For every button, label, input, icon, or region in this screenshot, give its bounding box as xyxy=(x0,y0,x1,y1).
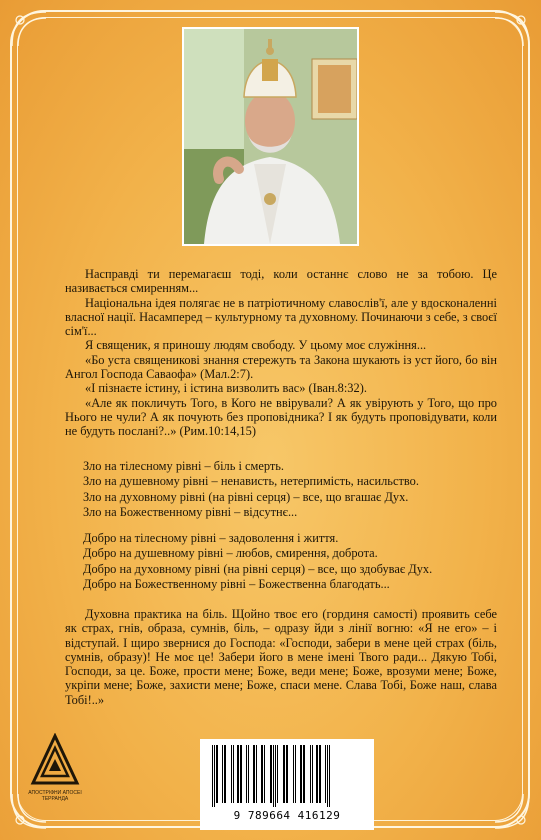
barcode-bar xyxy=(212,745,213,807)
barcode-bar xyxy=(233,745,234,803)
barcode-bar xyxy=(303,745,305,803)
corner-ornament-bottom-right xyxy=(489,788,535,834)
paragraph-spiritual-practice: Духовна практика на біль. Щойно твоє его (гординя самості) проявить себе як страх, гнів, образа, сумнів, біль, – одразу йди з лінії вогню: «Я не его» – і відступай. І щиро звернися до Господа: «Господи, забери в мене цей страх (біль, сумнів, образу)! Не моє це! Забери його в мене імені Твого ради... Дякую Тобі, Господи, за це. Боже, прости мене; Боже, веди мене; Боже, врозуми мене; Боже, укріпи мене; Боже, захисти мене; Боже, спаси мене. Слава Тобі, Боже наш, слава Тобі!..» xyxy=(65,607,497,707)
paragraph-humility: Насправді ти перемагаєш тоді, коли останнє слово не за тобою. Це називається смиренням... xyxy=(65,267,497,296)
barcode xyxy=(200,739,374,830)
barcode-bar xyxy=(319,745,321,803)
list-item: Добро на тілесному рівні – задоволення і життя. xyxy=(83,531,339,545)
barcode-bar xyxy=(283,745,285,803)
publisher-logo-text: АПОСТРІФНИ АПОСЕІ ТЕРРАНДА xyxy=(28,790,82,802)
paragraph-john-quote: «І пізнаєте істину, і істина визволить вас» (Іван.8:32). xyxy=(85,381,367,396)
barcode-bar xyxy=(214,745,215,807)
barcode-bar xyxy=(325,745,326,803)
barcode-bars xyxy=(210,745,364,807)
barcode-bar xyxy=(264,745,265,803)
barcode-bar xyxy=(275,745,276,807)
practice-block xyxy=(65,607,497,707)
barcode-bar xyxy=(273,745,274,807)
barcode-bar xyxy=(222,745,223,803)
barcode-bar xyxy=(253,745,255,803)
barcode-bar xyxy=(216,745,218,803)
barcode-bar xyxy=(295,745,296,803)
list-item: Добро на Божественному рівні – Божественна благодать... xyxy=(83,577,390,592)
barcode-bar xyxy=(286,745,288,803)
barcode-bar xyxy=(300,745,302,803)
barcode-bar xyxy=(248,745,249,803)
barcode-bar xyxy=(327,745,328,807)
paragraph-romans-quote: «Але як покличуть Того, в Кого не ввірували? А як увірують у Того, що про Нього не чули? А як почують без проповідника? І як будуть проповідувати, коли не будуть послані?..» (Рим.10:14,15) xyxy=(65,395,497,439)
author-photo xyxy=(182,27,359,246)
barcode-bar xyxy=(277,745,278,803)
barcode-bar xyxy=(237,745,239,803)
corner-ornament-top-left xyxy=(6,6,52,52)
barcode-bar xyxy=(240,745,242,803)
list-item: Зло на Божественному рівні – відсутнє... xyxy=(83,505,298,520)
barcode-bar xyxy=(256,745,257,803)
isbn-number: 9 789664 416129 xyxy=(233,809,341,822)
paragraph-national-idea: Національна ідея полягає не в патріотичному славослів'ї, але у вдосконаленні власної нації. Насамперед – культурному та духовному. Починаючи з себе, з своєї сім'ї... xyxy=(65,295,497,339)
list-item: Зло на душевному рівні – ненависть, нетерпимість, насильство. xyxy=(83,474,419,489)
barcode-bar xyxy=(270,745,272,803)
list-item: Добро на душевному рівні – любов, смирення, доброта. xyxy=(83,546,378,561)
publisher-logo-icon xyxy=(30,733,80,791)
list-item: Зло на духовному рівні (на рівні серця) – все, що вгашає Дух. xyxy=(83,489,409,504)
quotations-block xyxy=(65,267,497,439)
corner-ornament-top-right xyxy=(489,6,535,52)
barcode-bar xyxy=(310,745,311,803)
barcode-bar xyxy=(293,745,294,803)
barcode-bar xyxy=(316,745,318,803)
paragraph-priest: Я священик, я приношу людям свободу. У цьому моє служіння... xyxy=(85,338,427,353)
list-item: Добро на духовному рівні (на рівні серця) – все, що здобуває Дух. xyxy=(83,561,433,576)
paragraph-malachi-quote: «Бо уста священикові знання стережуть та Закона шукають із уст його, бо він Ангол Господа Саваофа» (Мал.2:7). xyxy=(65,352,497,382)
barcode-bar xyxy=(224,745,226,803)
barcode-bar xyxy=(246,745,247,803)
evil-levels-list xyxy=(83,459,503,521)
barcode-bar xyxy=(329,745,330,807)
barcode-bar xyxy=(231,745,232,803)
barcode-bar xyxy=(312,745,313,803)
good-levels-list xyxy=(83,531,503,593)
barcode-bar xyxy=(261,745,263,803)
list-item: Зло на тілесному рівні – біль і смерть. xyxy=(83,459,285,473)
